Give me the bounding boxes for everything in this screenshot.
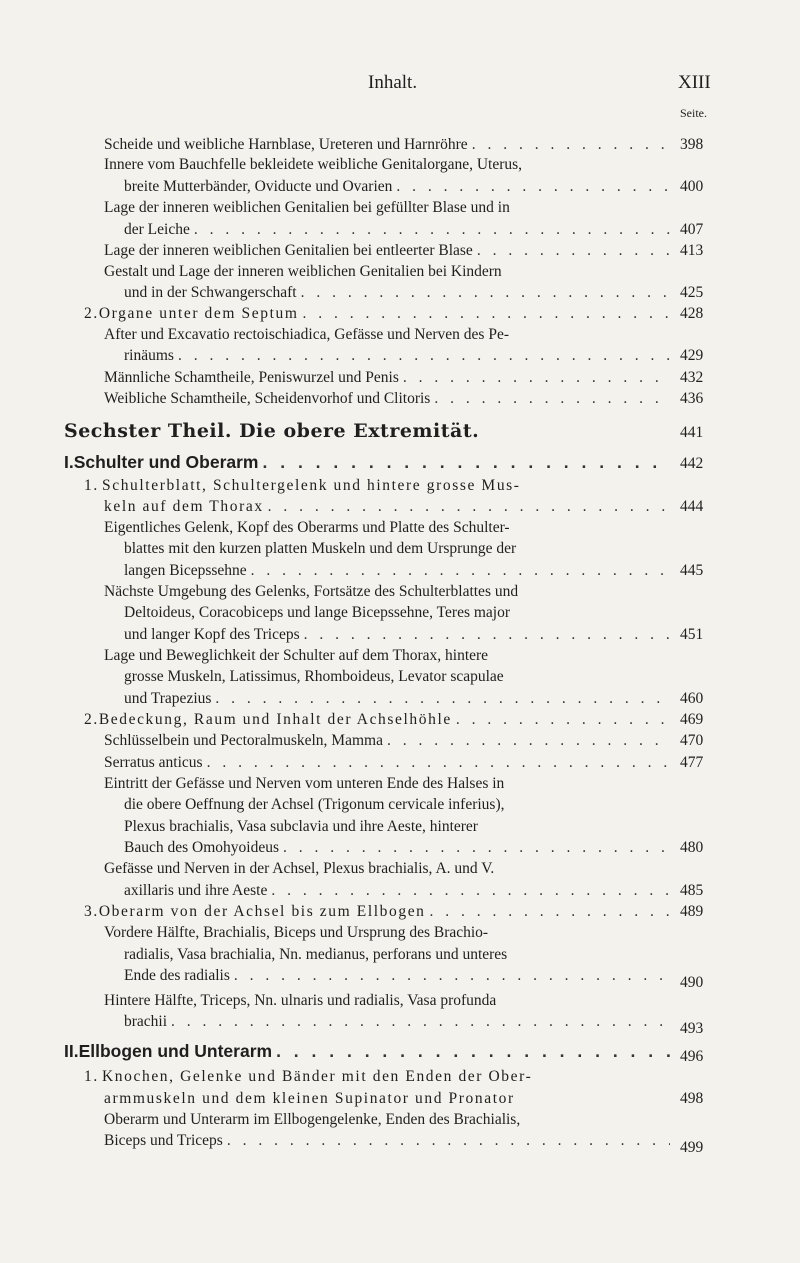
toc-entry: und langer Kopf des Triceps . . . [124, 626, 670, 644]
toc-entry: Eintritt der Gefässe und Nerven vom unteren Ende des Halses in [104, 775, 505, 792]
toc-entry: 2. Organe unter dem Septum . . . [84, 305, 670, 323]
toc-page-num: 480 [680, 839, 704, 856]
toc-page-num: 428 [680, 305, 704, 322]
toc-page-num: 490 [680, 974, 704, 991]
toc-entry: Oberarm und Unterarm im Ellbogengelenke, Enden des Brachialis, [104, 1111, 521, 1128]
toc-entry: Hintere Hälfte, Triceps, Nn. ulnaris und radialis, Vasa profunda [104, 992, 497, 1009]
toc-page-num: 432 [680, 369, 704, 386]
toc-entry: After und Excavatio rectoischiadica, Gefässe und Nerven des Pe- [104, 326, 509, 343]
toc-entry: Lage der inneren weiblichen Genitalien bei gefüllter Blase und in [104, 199, 510, 216]
toc-entry: Vordere Hälfte, Brachialis, Biceps und Ursprung des Brachio- [104, 924, 489, 941]
toc-page-num: 489 [680, 903, 704, 920]
toc-entry: und Trapezius . . . [124, 690, 670, 708]
toc-entry: Innere vom Bauchfelle bekleidete weibliche Genitalorgane, Uterus, [104, 156, 523, 173]
toc-entry: Lage der inneren weiblichen Genitalien bei entleerter Blase . . . [104, 242, 670, 260]
toc-entry: Gefässe und Nerven in der Achsel, Plexus brachialis, A. und V. [104, 860, 495, 877]
toc-page-num: 407 [680, 221, 704, 238]
toc-entry: blattes mit den kurzen platten Muskeln und dem Ursprunge der [124, 540, 517, 557]
toc-page-num: 498 [680, 1090, 704, 1107]
toc-entry: Männliche Schamtheile, Peniswurzel und Penis . . . [104, 369, 670, 387]
toc-page-num: 425 [680, 284, 704, 301]
toc-page-num: 451 [680, 626, 704, 643]
toc-entry: Biceps und Triceps . . . [104, 1132, 670, 1150]
toc-entry: breite Mutterbänder, Oviducte und Ovarien . . . [124, 178, 670, 196]
running-head-title: Inhalt. [368, 72, 418, 93]
toc-page-num: 444 [680, 498, 704, 515]
toc-page-num: 445 [680, 562, 704, 579]
toc-entry: rinäums . . . [124, 347, 670, 365]
toc-entry: Schlüsselbein und Pectoralmuskeln, Mamma . . . [104, 732, 670, 750]
toc-entry: und in der Schwangerschaft . . . [124, 284, 670, 302]
toc-entry: Scheide und weibliche Harnblase, Ureteren und Harnröhre . . . [104, 136, 670, 154]
running-head-page-number: XIII [678, 72, 711, 93]
toc-entry: Lage und Beweglichkeit der Schulter auf dem Thorax, hintere [104, 647, 489, 664]
toc-page-num: 441 [680, 424, 704, 441]
toc-entry: Ende des radialis . . . [124, 967, 670, 985]
toc-entry: Bauch des Omohyoideus . . . [124, 839, 670, 857]
toc-entry: der Leiche . . . [124, 221, 670, 239]
toc-entry: keln auf dem Thorax . . . [104, 498, 670, 516]
toc-entry: Nächste Umgebung des Gelenks, Fortsätze des Schulterblattes und [104, 583, 519, 600]
toc-entry: Eigentliches Gelenk, Kopf des Oberarms und Platte des Schulter- [104, 519, 510, 536]
toc-entry: 1. Schulterblatt, Schultergelenk und hintere grosse Mus- [84, 477, 521, 494]
toc-page-num: 460 [680, 690, 704, 707]
toc-page-num: 398 [680, 136, 704, 153]
toc-page-num: 477 [680, 754, 704, 771]
toc-page-num: 499 [680, 1139, 704, 1156]
toc-page-num: 429 [680, 347, 704, 364]
toc-page-num: 436 [680, 390, 704, 407]
toc-page-num: 496 [680, 1048, 704, 1065]
part-heading: Sechster Theil. Die obere Extremität. [64, 420, 480, 442]
toc-entry: Plexus brachialis, Vasa subclavia und ihre Aeste, hinterer [124, 818, 478, 835]
section-heading: I. Schulter und Oberarm . . . [64, 452, 670, 473]
toc-entry: 2. Bedeckung, Raum und Inhalt der Achselhöhle . . . [84, 711, 670, 729]
toc-entry: brachii . . . [124, 1013, 670, 1031]
toc-entry: Gestalt und Lage der inneren weiblichen Genitalien bei Kindern [104, 263, 502, 280]
toc-entry: Deltoideus, Coracobiceps und lange Bicepssehne, Teres major [124, 604, 511, 621]
toc-entry: 3. Oberarm von der Achsel bis zum Ellbogen . . . [84, 903, 670, 921]
toc-page-num: 442 [680, 455, 704, 472]
page-column-label: Seite. [680, 106, 707, 120]
toc-page-num: 485 [680, 882, 704, 899]
section-heading: II. Ellbogen und Unterarm . . . [64, 1041, 670, 1062]
toc-entry: grosse Muskeln, Latissimus, Rhomboideus, Levator scapulae [124, 668, 504, 685]
toc-entry: Serratus anticus . . . [104, 754, 670, 772]
toc-entry: 1. Knochen, Gelenke und Bänder mit den Enden der Ober- [84, 1068, 533, 1085]
toc-entry: armmuskeln und dem kleinen Supinator und Pronator [104, 1090, 515, 1107]
toc-page-num: 400 [680, 178, 704, 195]
toc-entry: Weibliche Schamtheile, Scheidenvorhof und Clitoris . . . [104, 390, 670, 408]
toc-page-num: 469 [680, 711, 704, 728]
toc-entry: radialis, Vasa brachialia, Nn. medianus, perforans und unteres [124, 946, 508, 963]
toc-entry: axillaris und ihre Aeste . . . [124, 882, 670, 900]
toc-entry: die obere Oeffnung der Achsel (Trigonum cervicale inferius), [124, 796, 505, 813]
toc-page-num: 493 [680, 1020, 704, 1037]
toc-page-num: 413 [680, 242, 704, 259]
toc-entry: langen Bicepssehne . . . [124, 562, 670, 580]
toc-page-num: 470 [680, 732, 704, 749]
